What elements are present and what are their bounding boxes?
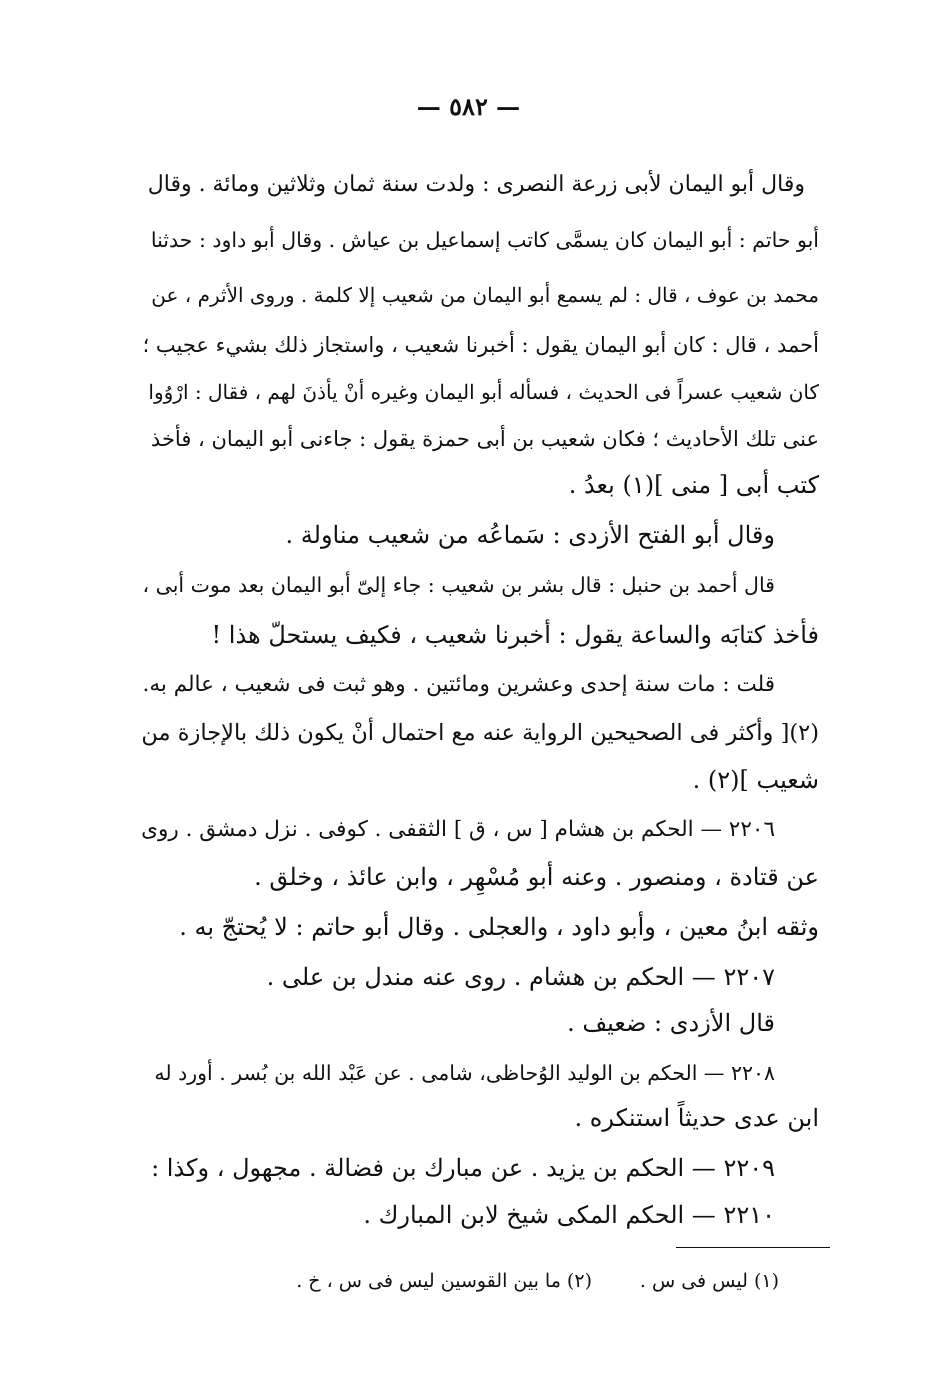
- text-line: ابن عدى حديثاً استنكره .: [574, 1104, 819, 1132]
- footnote-divider: [676, 1247, 830, 1248]
- text-line: فأخذ كتابَه والساعة يقول : أخبرنا شعيب ، فكيف يستحلّ هذا !: [211, 621, 819, 649]
- text-line: قلت : مات سنة إحدى وعشرين ومائتين . وهو ثبت فى شعيب ، عالم به.: [142, 672, 775, 697]
- text-line: قال أحمد بن حنبل : قال بشر بن شعيب : جاء إلىّ أبو اليمان بعد موت أبى ،: [142, 573, 775, 597]
- entry-2208: ٢٢٠٨ — الحكم بن الوليد الوُحاظى، شامى . عن عَبْد الله بن بُسر . أورد له: [154, 1061, 775, 1085]
- footnote-2: (٢) ما بين القوسين ليس فى س ، خ .: [296, 1270, 592, 1292]
- entry-2207: ٢٢٠٧ — الحكم بن هشام . روى عنه مندل بن على .: [266, 963, 775, 991]
- text-line: (٢)[ وأكثر فى الصحيحين الرواية عنه مع احتمال أنْ يكون ذلك بالإجازة من: [141, 720, 819, 746]
- text-line: وثقه ابنُ معين ، وأبو داود ، والعجلى . وقال أبو حاتم : لا يُحتجّ به .: [179, 913, 819, 941]
- text-line: شعيب ](٢) .: [692, 766, 819, 794]
- footnote-1: (١) ليس فى س .: [639, 1270, 779, 1292]
- text-line: عنى تلك الأحاديث ؛ فكان شعيب بن أبى حمزة يقول : جاءنى أبو اليمان ، فأخذ: [150, 427, 819, 451]
- text-line: أبو حاتم : أبو اليمان كان يسمَّى كاتب إسماعيل بن عياش . وقال أبو داود : حدثنا: [150, 228, 819, 252]
- text-line: كتب أبى [ منى ](١) بعدُ .: [568, 471, 819, 499]
- text-line: وقال أبو اليمان لأبى زرعة النصرى : ولدت سنة ثمان وثلاثين ومائة . وقال: [147, 172, 805, 197]
- text-line: عن قتادة ، ومنصور . وعنه أبو مُسْهِر ، وابن عائذ ، وخلق .: [254, 863, 819, 891]
- page-number: — ٥٨٢ —: [416, 92, 521, 121]
- entry-2206: ٢٢٠٦ — الحكم بن هشام [ س ، ق ] الثقفى . كوفى . نزل دمشق . روى: [141, 817, 775, 842]
- entry-2210: ٢٢١٠ — الحكم المكى شيخ لابن المبارك .: [363, 1201, 775, 1229]
- text-line: وقال أبو الفتح الأزدى : سَماعُه من شعيب مناولة .: [285, 521, 775, 549]
- entry-2209: ٢٢٠٩ — الحكم بن يزيد . عن مبارك بن فضالة . مجهول ، وكذا :: [151, 1154, 775, 1182]
- text-line: محمد بن عوف ، قال : لم يسمع أبو اليمان من شعيب إلا كلمة . وروى الأثرم ، عن: [151, 283, 819, 307]
- text-line: قال الأزدى : ضعيف .: [567, 1009, 775, 1037]
- text-line: كان شعيب عسراً فى الحديث ، فسأله أبو اليمان وغيره أنْ يأذنَ لهم ، فقال : ارْوُوا: [148, 380, 819, 404]
- text-line: أحمد ، قال : كان أبو اليمان يقول : أخبرنا شعيب ، واستجاز ذلك بشيء عجيب ؛: [142, 333, 819, 357]
